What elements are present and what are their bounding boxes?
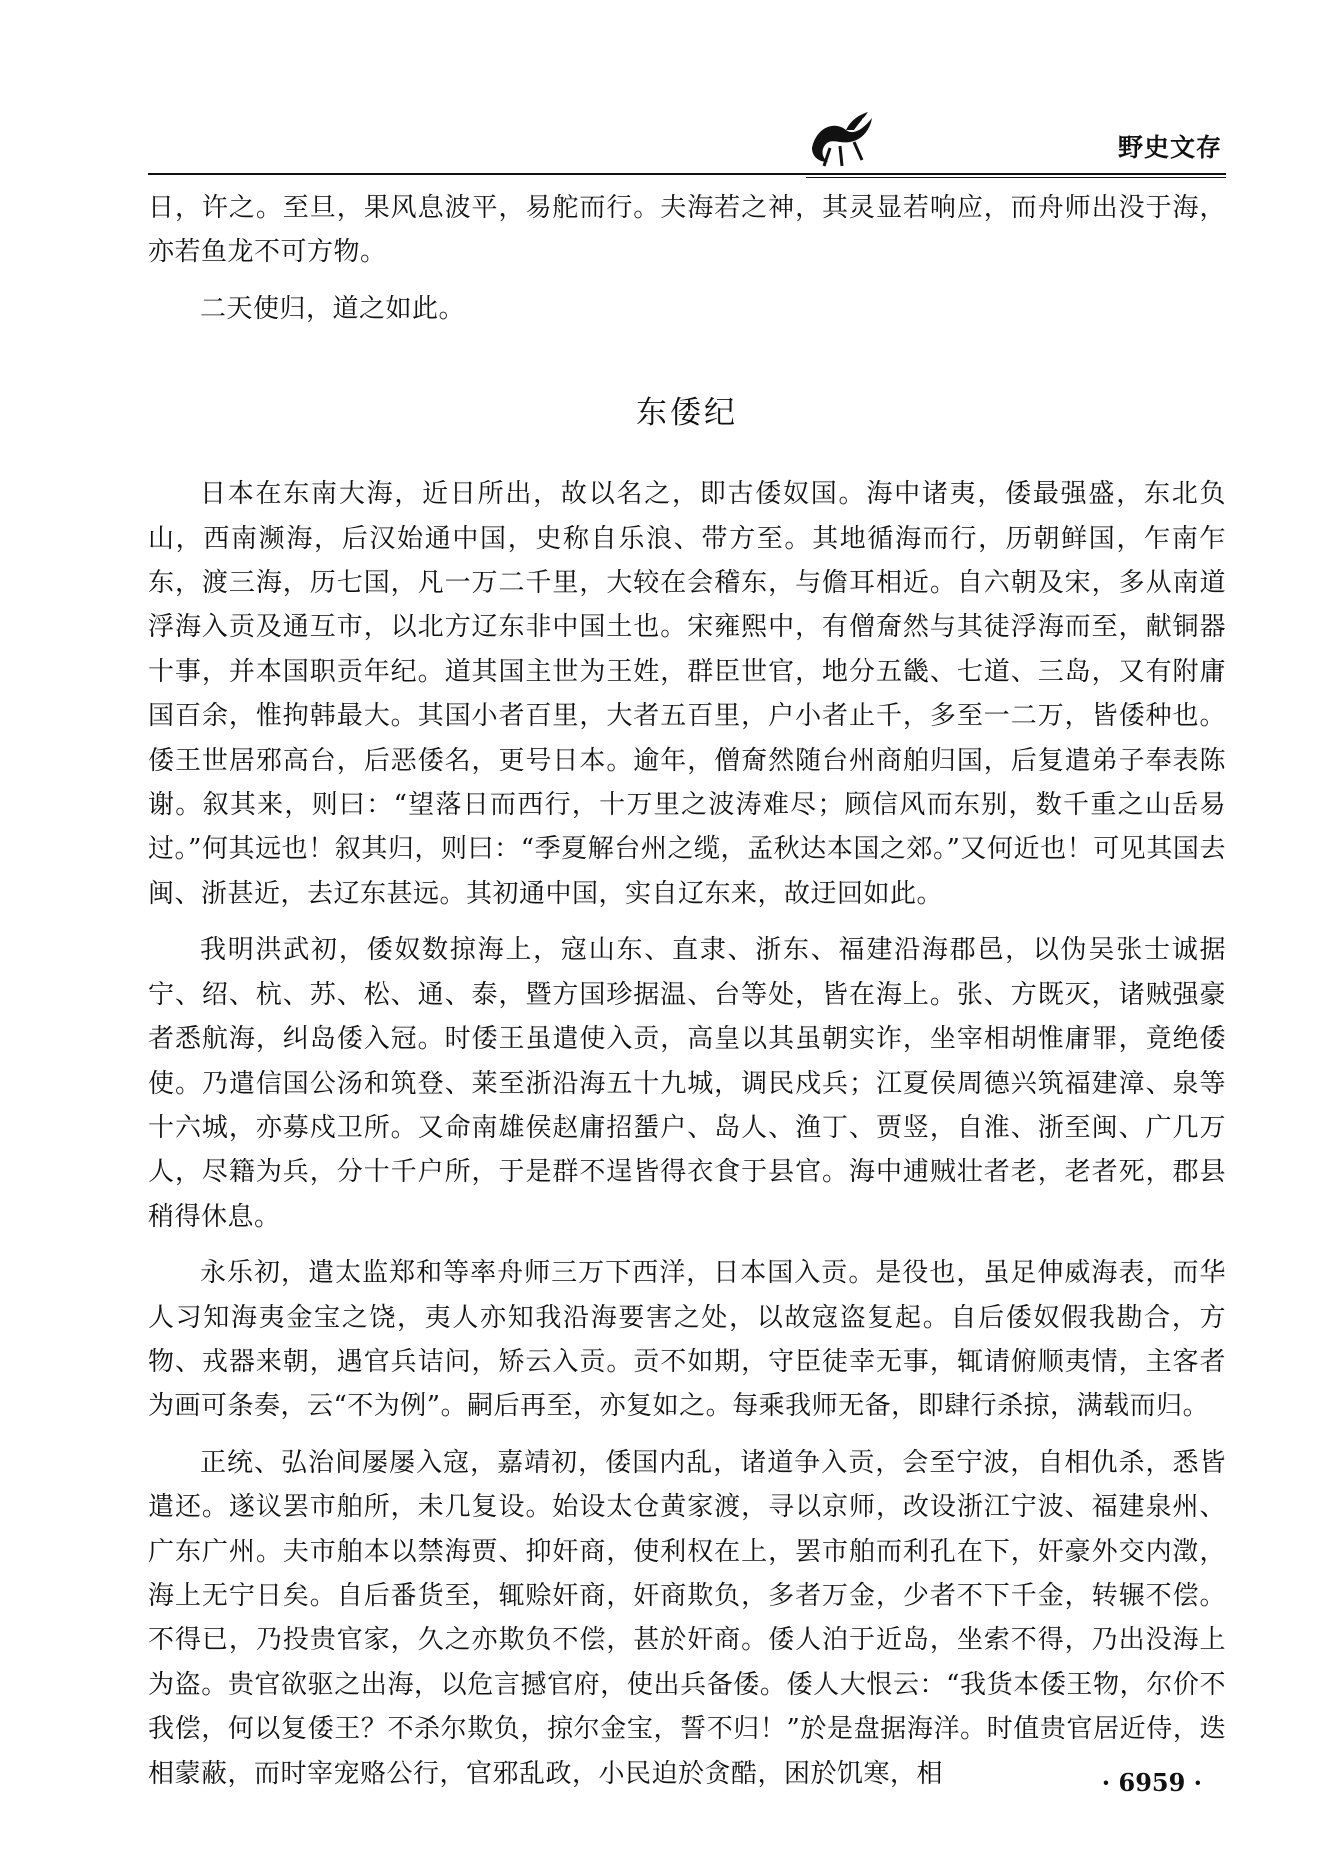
header-rule [148, 173, 1226, 175]
carryover-paragraph: 日，许之。至旦，果风息波平，易舵而行。夫海若之神，其灵显若响应，而舟师出没于海，亦若鱼龙不可方物。 [148, 193, 1226, 268]
header-rule-thin [806, 177, 1226, 178]
article-paragraph: 日本在东南大海，近日所出，故以名之，即古倭奴国。海中诸夷，倭最强盛，东北负山，西南濒海，后汉始通中国，史称自乐浪、带方至。其地循海而行，历朝鲜国，乍南乍东，渡三海，历七国，凡一万二千里，大较在会稽东，与儋耳相近。自六朝及宋，多从南道浮海入贡及通互市，以北方辽东非中国土也。宋雍熙中，有僧奝然与其徒浮海而至，献铜器十事，并本国职贡年纪。道其国主世为王姓，群臣世官，地分五畿、七道、三岛，又有附庸国百余，惟拘韩最大。其国小者百里，大者五百里，户小者止千，多至一二万，皆倭种也。倭王世居邪高台，后恶倭名，更号日本。逾年，僧奝然随台州商舶归国，后复遣弟子奉表陈谢。叙其来，则曰：“望落日而西行，十万里之波涛难尽；顾信风而东别，数千重之山岳易过。”何其远也！叙其归，则曰：“季夏解台州之缆，孟秋达本国之郊。”又何近也！可见其国去闽、浙甚近，去辽东甚远。其初通中国，实自辽东来，故迂回如此。 [148, 479, 1226, 909]
article-title: 东倭纪 [636, 395, 738, 432]
article-paragraph: 我明洪武初，倭奴数掠海上，寇山东、直隶、浙东、福建沿海郡邑，以伪吴张士诚据宁、绍、杭、苏、松、通、泰，暨方国珍据温、台等处，皆在海上。张、方既灭，诸贼强豪者悉航海，纠岛倭入冠。时倭王虽遣使入贡，高皇以其虽朝实诈，坐宰相胡惟庸罪，竟绝倭使。乃遣信国公汤和筑登、莱至浙沿海五十九城，调民戍兵；江夏侯周德兴筑福建漳、泉等十六城，亦募戍卫所。又命南雄侯赵庸招蜑户、岛人、渔丁、贾竖，自淮、浙至闽、广几万人，尽籍为兵，分十千户所，于是群不逞皆得衣食于县官。海中逋贼壮者老，老者死，郡县稍得休息。 [148, 935, 1226, 1232]
page-number: · 6959 · [1101, 1768, 1202, 1797]
series-title: 野史文存 [1117, 133, 1222, 162]
carryover-closing: 二天使归，道之如此。 [200, 293, 466, 324]
article-paragraph: 正统、弘治间屡屡入寇，嘉靖初，倭国内乱，诸道争入贡，会至宁波，自相仇杀，悉皆遣还。遂议罢市舶所，未几复设。始设太仓黄家渡，寻以京师，改设浙江宁波、福建泉州、广东广州。夫市舶本以禁海贾、抑奸商，使利权在上，罢市舶而利孔在下，奸豪外交内澂，海上无宁日矣。自后番货至，辄赊奸商，奸商欺负，多者万金，少者不下千金，转辗不偿。不得已，乃投贵官家，久之亦欺负不偿，甚於奸商。倭人泊于近岛，坐索不得，乃出没海上为盗。贵官欲驱之出海，以危言撼官府，使出兵备倭。倭人大恨云：“我货本倭王物，尔价不我偿，何以复倭王？不杀尔欺负，掠尔金宝，誓不归！”於是盘据海洋。时值贵官居近侍，迭相蒙蔽，而时宰宠赂公行，官邪乱政，小民迫於贪酷，困於饥寒，相 [148, 1447, 1226, 1789]
page-body [148, 186, 1226, 1796]
article-paragraph: 永乐初，遣太监郑和等率舟师三万下西洋，日本国入贡。是役也，虽足伸威海表，而华人习知海夷金宝之饶，夷人亦知我沿海要害之处，以故寇盗复起。自后倭奴假我勘合，方物、戎器来朝，遇官兵诘问，矫云入贡。贡不如期，守臣徒幸无事，辄请俯顺夷情，主客者为画可条奏，云“不为例”。嗣后再至，亦复如之。每乘我师无备，即肆行杀掠，满载而归。 [148, 1258, 1226, 1422]
dragon-emblem-icon [806, 108, 882, 170]
